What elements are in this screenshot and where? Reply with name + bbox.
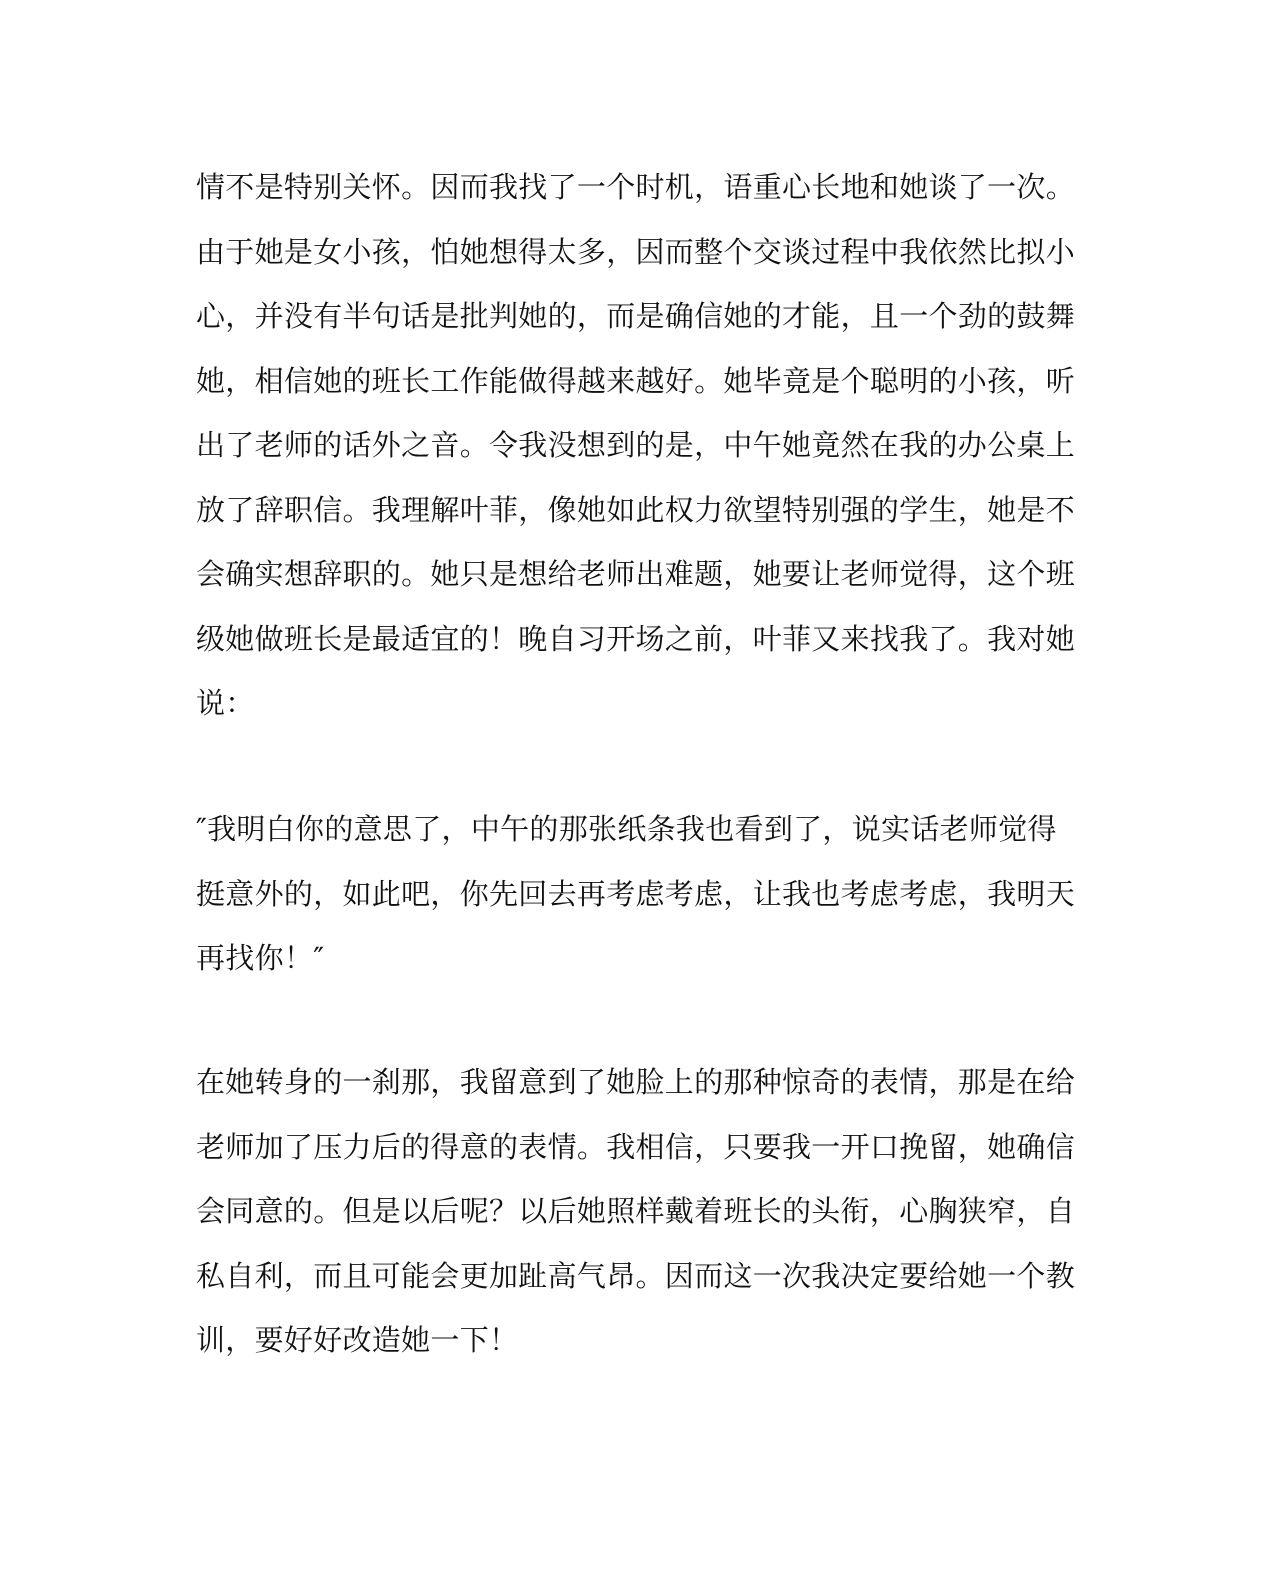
text-line: 挺意外的，如此吧，你先回去再考虑考虑，让我也考虑考虑，我明天 [196,876,1076,911]
paragraph-1 [196,155,1076,736]
paragraph-2 [196,797,1076,991]
text-line: 她，相信她的班长工作能做得越来越好。她毕竟是个聪明的小孩，听 [196,363,1076,398]
text-line: 训，要好好改造她一下！ [196,1323,519,1357]
text-line: 情不是特别关怀。因而我找了一个时机，语重心长地和她谈了一次。 [196,170,1076,204]
text-line: 放了辞职信。我理解叶菲，像她如此权力欲望特别强的学生，她是不 [196,492,1076,527]
text-line: 再找你！″ [196,941,325,975]
text-line: 出了老师的话外之音。令我没想到的是，中午她竟然在我的办公桌上 [196,428,1076,462]
text-line: 会同意的。但是以后呢？以后她照样戴着班长的头衔，心胸狭窄，自 [196,1194,1076,1228]
text-line: 说： [196,686,255,720]
text-line: 会确实想辞职的。她只是想给老师出难题，她要让老师觉得，这个班 [196,557,1076,591]
text-line: 心，并没有半句话是批判她的，而是确信她的才能，且一个劲的鼓舞 [196,299,1076,333]
text-line: 老师加了压力后的得意的表情。我相信，只要我一开口挽留，她确信 [196,1129,1076,1164]
text-line: 由于她是女小孩，怕她想得太多，因而整个交谈过程中我依然比拟小 [196,234,1076,269]
text-line: 私自利，而且可能会更加趾高气昂。因而这一次我决定要给她一个教 [196,1258,1076,1293]
paragraph-3 [196,1050,1076,1373]
text-line: ″我明白你的意思了，中午的那张纸条我也看到了，说实话老师觉得 [196,812,1057,846]
text-line: 级她做班长是最适宜的！晚自习开场之前，叶菲又来找我了。我对她 [196,621,1076,656]
text-line: 在她转身的一刹那，我留意到了她脸上的那种惊奇的表情，那是在给 [196,1065,1076,1099]
